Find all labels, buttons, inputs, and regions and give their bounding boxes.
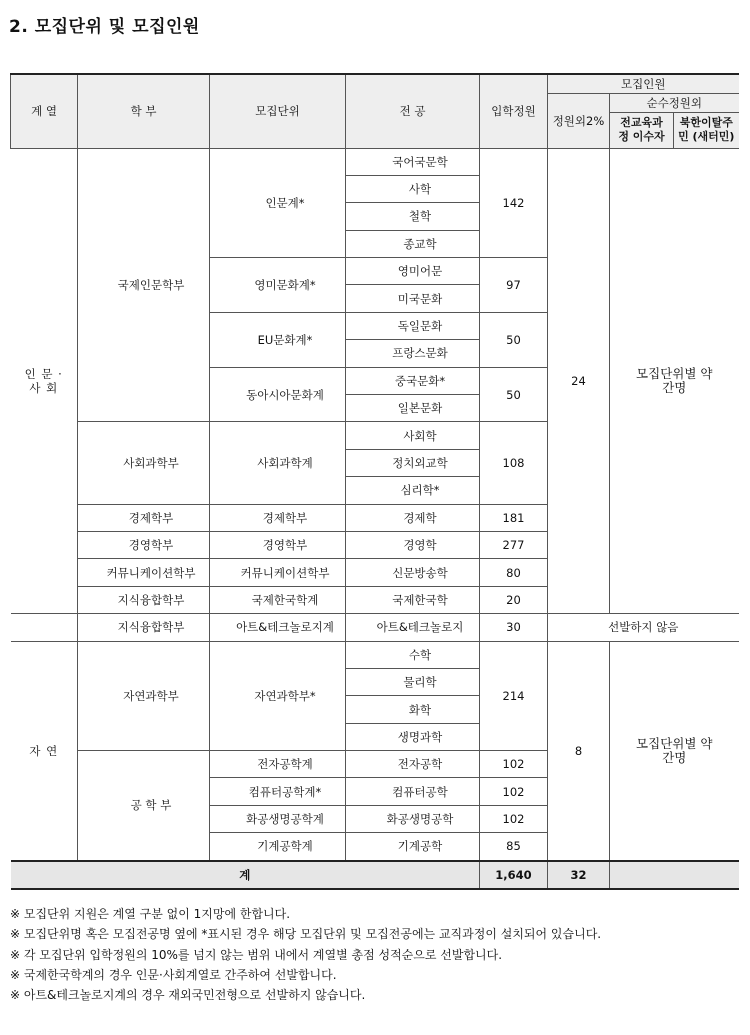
- unit-social: 사회과학계: [210, 422, 346, 504]
- school-conv1: 지식융합학부: [78, 586, 210, 613]
- section-humanities-label: 인 문 · 사 회: [24, 366, 63, 395]
- unit-art: 아트&테크놀로지계: [210, 614, 346, 641]
- total-outside: 32: [548, 861, 610, 889]
- header-gyeyeol: 계 열: [11, 74, 78, 148]
- major-cell: 심리학*: [346, 477, 480, 504]
- header-outside-2pct: 정원외2%: [548, 93, 610, 148]
- header-quota: 입학정원: [480, 74, 548, 148]
- unit-eng: 영미문화계*: [210, 258, 346, 313]
- unit-comm: 커뮤니케이션학부: [210, 559, 346, 586]
- quota-ee: 102: [480, 751, 548, 778]
- quota-eu: 50: [480, 312, 548, 367]
- school-conv2: 지식융합학부: [78, 614, 210, 641]
- header-unit: 모집단위: [210, 74, 346, 148]
- pure-nature-text: 모집단위별 약간명: [636, 735, 713, 765]
- major-cell: 물리학: [346, 668, 480, 695]
- pure-nature: [610, 641, 739, 861]
- major-cell: 종교학: [346, 230, 480, 257]
- note-item: ※ 각 모집단위 입학정원의 10%를 넘지 않는 범위 내에서 계열별 총점 성적순으로 선발합니다.: [10, 947, 503, 962]
- unit-chem: 화공생명공학계: [210, 805, 346, 832]
- school-intl: 국제인문학부: [78, 148, 210, 422]
- total-label: 계: [11, 861, 480, 889]
- unit-cs: 컴퓨터공학계*: [210, 778, 346, 805]
- pure-humanities-text: 모집단위별 약간명: [636, 365, 713, 395]
- quota-biz: 277: [480, 531, 548, 558]
- quota-econ: 181: [480, 504, 548, 531]
- page-title: 2. 모집단위 및 모집인원: [9, 17, 200, 37]
- section-nature: 자 연: [11, 641, 78, 861]
- header-major: 전 공: [346, 74, 480, 148]
- major-cell: 신문방송학: [346, 559, 480, 586]
- school-eng: 공 학 부: [78, 751, 210, 861]
- major-cell: 아트&테크놀로지: [346, 614, 480, 641]
- quota-hum: 142: [480, 148, 548, 258]
- major-cell: 영미어문: [346, 258, 480, 285]
- unit-korean: 국제한국학계: [210, 586, 346, 613]
- outside-humanities: 24: [548, 148, 610, 614]
- unit-ee: 전자공학계: [210, 751, 346, 778]
- major-cell: 생명과학: [346, 723, 480, 750]
- header-pure-outside: 순수정원외: [610, 93, 739, 112]
- major-cell: 수학: [346, 641, 480, 668]
- note-item: ※ 아트&테크놀로지계의 경우 재외국민전형으로 선발하지 않습니다.: [10, 988, 366, 1003]
- header-north-korea: 북한이탈주민 (새터민): [674, 112, 739, 148]
- quota-eng: 97: [480, 258, 548, 313]
- school-social: 사회과학부: [78, 422, 210, 504]
- header-recruit: 모집인원: [548, 74, 739, 93]
- pure-art: 선발하지 않음: [548, 614, 739, 641]
- note-item: ※ 모집단위 지원은 계열 구분 없이 1지망에 한합니다.: [10, 907, 291, 921]
- school-biz: 경영학부: [78, 531, 210, 558]
- notes-list: [10, 904, 601, 1005]
- unit-natsci: 자연과학부*: [210, 641, 346, 751]
- major-cell: 미국문화: [346, 285, 480, 312]
- major-cell: 사회학: [346, 422, 480, 449]
- major-cell: 프랑스문화: [346, 340, 480, 367]
- major-cell: 기계공학: [346, 833, 480, 861]
- major-cell: 전자공학: [346, 751, 480, 778]
- quota-natsci: 214: [480, 641, 548, 751]
- unit-biz: 경영학부: [210, 531, 346, 558]
- major-cell: 독일문화: [346, 312, 480, 339]
- quota-comm: 80: [480, 559, 548, 586]
- quota-me: 85: [480, 833, 548, 861]
- major-cell: 경영학: [346, 531, 480, 558]
- school-comm: 커뮤니케이션학부: [78, 559, 210, 586]
- quota-social: 108: [480, 422, 548, 504]
- quota-asia: 50: [480, 367, 548, 422]
- unit-econ: 경제학부: [210, 504, 346, 531]
- header-teacher: 전교육과정 이수자: [610, 112, 674, 148]
- quota-korean: 20: [480, 586, 548, 613]
- quota-cs: 102: [480, 778, 548, 805]
- major-cell: 사학: [346, 175, 480, 202]
- header-hakbu: 학 부: [78, 74, 210, 148]
- school-natsci: 자연과학부: [78, 641, 210, 751]
- major-cell: 일본문화: [346, 395, 480, 422]
- quota-art: 30: [480, 614, 548, 641]
- major-cell: 철학: [346, 203, 480, 230]
- section-conv-bottom: [11, 614, 78, 641]
- note-item: ※ 국제한국학계의 경우 인문·사회계열로 간주하여 선발합니다.: [10, 967, 337, 982]
- unit-eu: EU문화계*: [210, 312, 346, 367]
- school-econ: 경제학부: [78, 504, 210, 531]
- major-cell: 화공생명공학: [346, 805, 480, 832]
- major-cell: 국제한국학: [346, 586, 480, 613]
- recruitment-table: [10, 73, 739, 890]
- major-cell: 컴퓨터공학: [346, 778, 480, 805]
- section-humanities: [11, 148, 78, 614]
- major-cell: 화학: [346, 696, 480, 723]
- major-cell: 국어국문학: [346, 148, 480, 175]
- major-cell: 중국문화*: [346, 367, 480, 394]
- total-quota: 1,640: [480, 861, 548, 889]
- quota-chem: 102: [480, 805, 548, 832]
- unit-me: 기계공학계: [210, 833, 346, 861]
- major-cell: 경제학: [346, 504, 480, 531]
- unit-asia: 동아시아문화계: [210, 367, 346, 422]
- total-pure: [610, 861, 739, 889]
- note-item: ※ 모집단위명 혹은 모집전공명 옆에 *표시된 경우 해당 모집단위 및 모집전공에는 교직과정이 설치되어 있습니다.: [10, 927, 602, 942]
- major-cell: 정치외교학: [346, 449, 480, 476]
- outside-nature: 8: [548, 641, 610, 861]
- unit-hum: 인문계*: [210, 148, 346, 258]
- pure-humanities: [610, 148, 739, 614]
